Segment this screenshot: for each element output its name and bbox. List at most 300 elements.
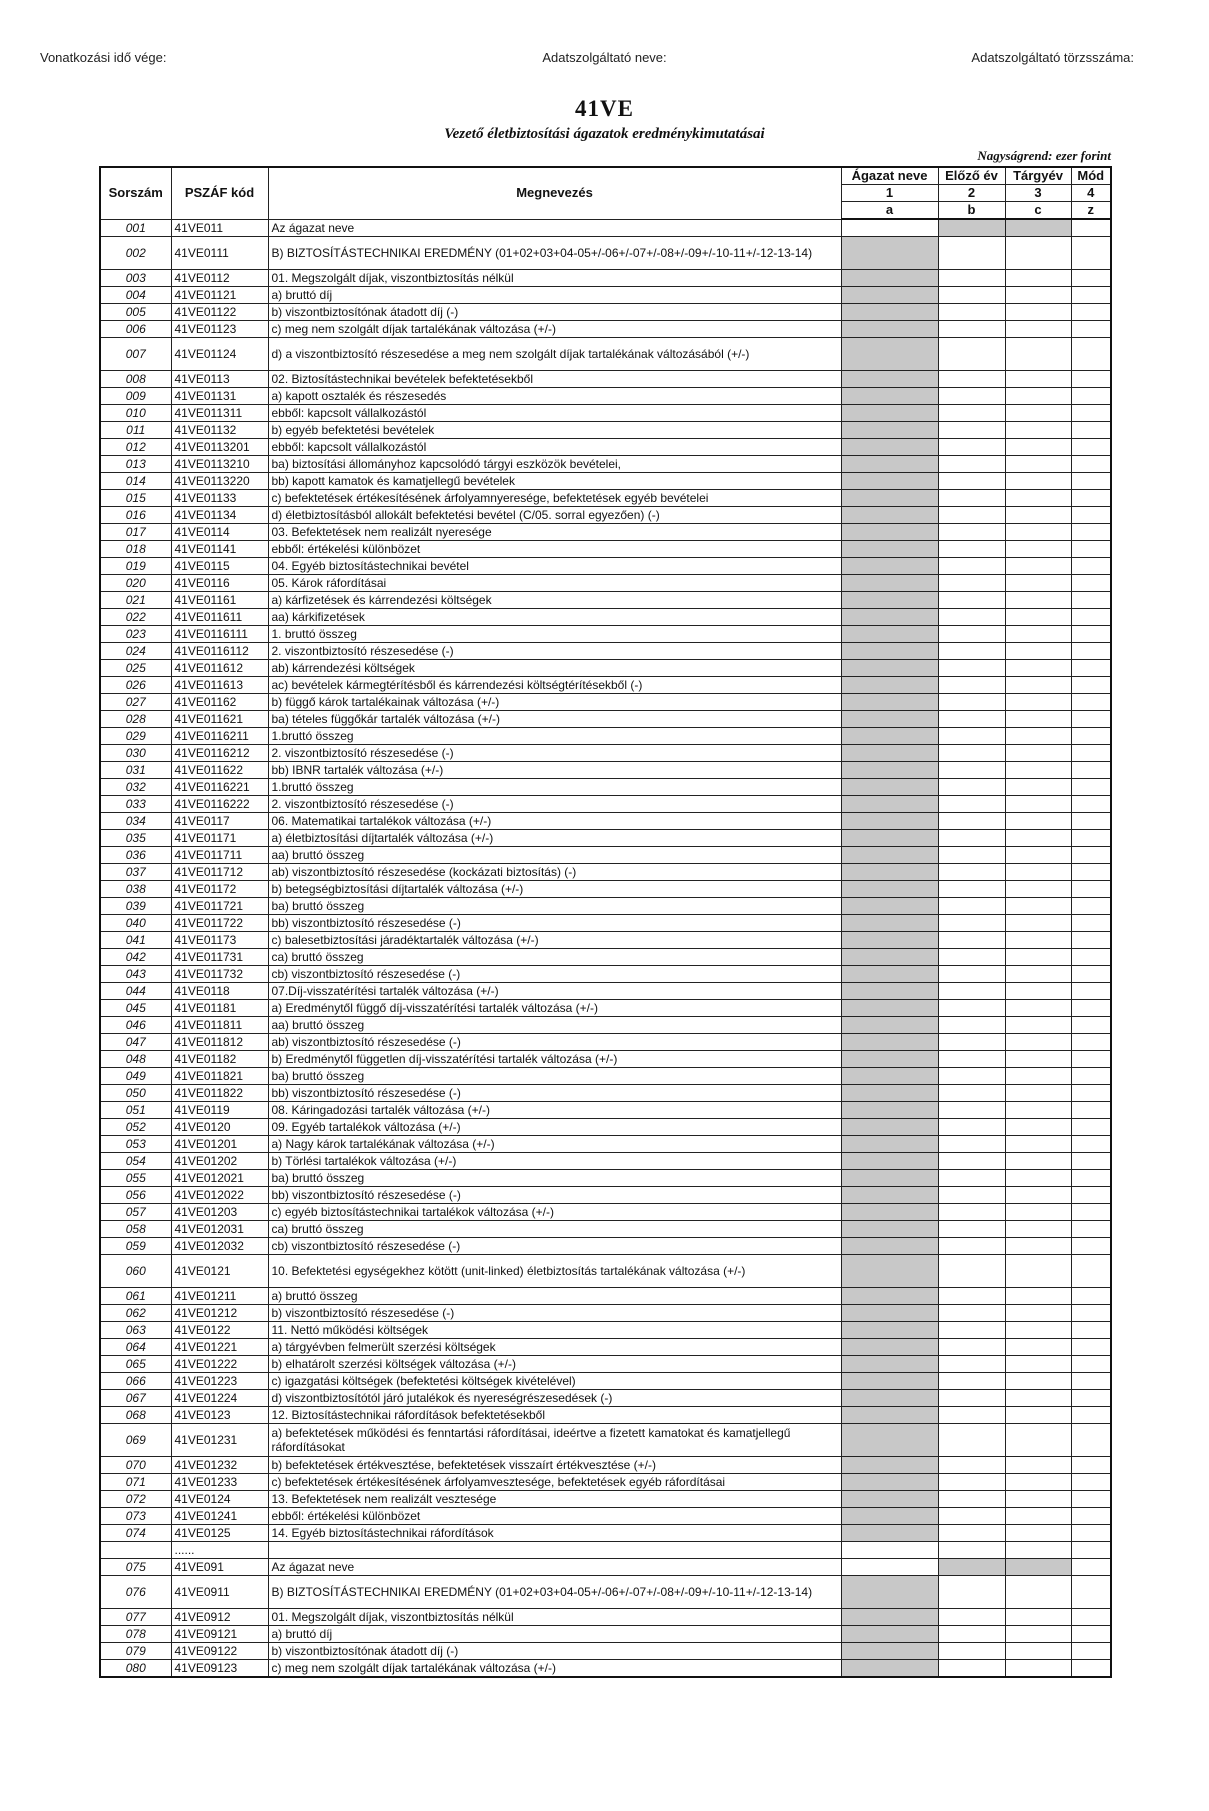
row-code: 41VE01212 bbox=[171, 1305, 268, 1322]
cell-mod[interactable] bbox=[1071, 626, 1111, 643]
row-code: 41VE01172 bbox=[171, 881, 268, 898]
cell-agazat-neve bbox=[841, 321, 938, 338]
cell-targyev[interactable] bbox=[1005, 304, 1071, 321]
cell-mod[interactable] bbox=[1071, 1153, 1111, 1170]
cell-targyev[interactable] bbox=[1005, 1356, 1071, 1373]
cell-mod[interactable] bbox=[1071, 1085, 1111, 1102]
cell-elozo-ev[interactable] bbox=[938, 1390, 1005, 1407]
cell-targyev[interactable] bbox=[1005, 966, 1071, 983]
cell-elozo-ev[interactable] bbox=[938, 304, 1005, 321]
row-description: b) függő károk tartalékainak változása (+/-) bbox=[268, 694, 841, 711]
cell-elozo-ev[interactable] bbox=[938, 439, 1005, 456]
cell-elozo-ev[interactable] bbox=[938, 711, 1005, 728]
cell-targyev[interactable] bbox=[1005, 1643, 1071, 1660]
cell-elozo-ev[interactable] bbox=[938, 1508, 1005, 1525]
cell-mod[interactable] bbox=[1071, 1525, 1111, 1542]
row-description: c) igazgatási költségek (befektetési költségek kivételével) bbox=[268, 1373, 841, 1390]
cell-mod[interactable] bbox=[1071, 405, 1111, 422]
cell-elozo-ev[interactable] bbox=[938, 490, 1005, 507]
cell-targyev[interactable] bbox=[1005, 456, 1071, 473]
cell-mod[interactable] bbox=[1071, 847, 1111, 864]
cell-mod[interactable] bbox=[1071, 1626, 1111, 1643]
cell-mod[interactable] bbox=[1071, 1424, 1111, 1457]
cell-elozo-ev[interactable] bbox=[938, 830, 1005, 847]
row-description: 2. viszontbiztosító részesedése (-) bbox=[268, 796, 841, 813]
row-code: 41VE0121 bbox=[171, 1255, 268, 1288]
cell-mod[interactable] bbox=[1071, 456, 1111, 473]
cell-elozo-ev[interactable] bbox=[938, 1085, 1005, 1102]
cell-targyev[interactable] bbox=[1005, 1153, 1071, 1170]
cell-targyev[interactable] bbox=[1005, 1102, 1071, 1119]
row-number: 041 bbox=[100, 932, 171, 949]
table-row bbox=[100, 1424, 1111, 1457]
row-number: 060 bbox=[100, 1255, 171, 1288]
cell-elozo-ev[interactable] bbox=[938, 966, 1005, 983]
cell-mod[interactable] bbox=[1071, 949, 1111, 966]
cell-mod[interactable] bbox=[1071, 609, 1111, 626]
cell-elozo-ev[interactable] bbox=[938, 1322, 1005, 1339]
cell-elozo-ev[interactable] bbox=[938, 1119, 1005, 1136]
cell-elozo-ev[interactable] bbox=[938, 728, 1005, 745]
cell-elozo-ev[interactable] bbox=[938, 1051, 1005, 1068]
cell-targyev[interactable] bbox=[1005, 762, 1071, 779]
cell-targyev[interactable] bbox=[1005, 237, 1071, 270]
cell-elozo-ev[interactable] bbox=[938, 796, 1005, 813]
cell-mod[interactable] bbox=[1071, 813, 1111, 830]
cell-mod[interactable] bbox=[1071, 1339, 1111, 1356]
cell-mod[interactable] bbox=[1071, 1457, 1111, 1474]
cell-mod[interactable] bbox=[1071, 711, 1111, 728]
cell-elozo-ev[interactable] bbox=[938, 983, 1005, 1000]
cell-targyev[interactable] bbox=[1005, 847, 1071, 864]
row-description: bb) viszontbiztosító részesedése (-) bbox=[268, 915, 841, 932]
cell-mod[interactable] bbox=[1071, 1136, 1111, 1153]
cell-elozo-ev[interactable] bbox=[938, 1491, 1005, 1508]
cell-elozo-ev[interactable] bbox=[938, 813, 1005, 830]
cell-agazat-neve bbox=[841, 864, 938, 881]
cell-targyev[interactable] bbox=[1005, 711, 1071, 728]
cell-elozo-ev[interactable] bbox=[938, 558, 1005, 575]
row-number: 066 bbox=[100, 1373, 171, 1390]
cell-targyev[interactable] bbox=[1005, 1305, 1071, 1322]
cell-targyev[interactable] bbox=[1005, 388, 1071, 405]
cell-mod[interactable] bbox=[1071, 932, 1111, 949]
row-code: 41VE012032 bbox=[171, 1238, 268, 1255]
cell-targyev[interactable] bbox=[1005, 932, 1071, 949]
table-row bbox=[100, 1491, 1111, 1508]
cell-mod[interactable] bbox=[1071, 1407, 1111, 1424]
cell-targyev[interactable] bbox=[1005, 813, 1071, 830]
cell-mod[interactable] bbox=[1071, 1170, 1111, 1187]
cell-agazat-neve bbox=[841, 983, 938, 1000]
cell-targyev[interactable] bbox=[1005, 1034, 1071, 1051]
cell-targyev[interactable] bbox=[1005, 1609, 1071, 1626]
table-row bbox=[100, 694, 1111, 711]
cell-mod[interactable] bbox=[1071, 1508, 1111, 1525]
cell-agazat-neve[interactable] bbox=[841, 1559, 938, 1576]
cell-targyev[interactable] bbox=[1005, 983, 1071, 1000]
cell-agazat-neve[interactable] bbox=[841, 219, 938, 237]
cell-targyev[interactable] bbox=[1005, 1373, 1071, 1390]
cell-targyev[interactable] bbox=[1005, 1017, 1071, 1034]
cell-targyev[interactable] bbox=[1005, 1136, 1071, 1153]
cell-mod[interactable] bbox=[1071, 1609, 1111, 1626]
row-number: 004 bbox=[100, 287, 171, 304]
table-row bbox=[100, 304, 1111, 321]
cell-elozo-ev[interactable] bbox=[938, 1102, 1005, 1119]
cell-mod[interactable] bbox=[1071, 1051, 1111, 1068]
cell-elozo-ev[interactable] bbox=[938, 456, 1005, 473]
cell-elozo-ev[interactable] bbox=[938, 507, 1005, 524]
cell-mod[interactable] bbox=[1071, 915, 1111, 932]
row-description: 12. Biztosítástechnikai ráfordítások befektetésekből bbox=[268, 1407, 841, 1424]
header-megnevezes: Megnevezés bbox=[268, 167, 841, 219]
cell-elozo-ev[interactable] bbox=[938, 1609, 1005, 1626]
cell-elozo-ev[interactable] bbox=[938, 287, 1005, 304]
cell-mod[interactable] bbox=[1071, 898, 1111, 915]
cell-elozo-ev[interactable] bbox=[938, 1474, 1005, 1491]
cell-targyev[interactable] bbox=[1005, 1255, 1071, 1288]
cell-mod[interactable] bbox=[1071, 422, 1111, 439]
row-description: bb) IBNR tartalék változása (+/-) bbox=[268, 762, 841, 779]
cell-mod[interactable] bbox=[1071, 558, 1111, 575]
cell-elozo-ev[interactable] bbox=[938, 270, 1005, 287]
cell-targyev[interactable] bbox=[1005, 1474, 1071, 1491]
cell-elozo-ev[interactable] bbox=[938, 643, 1005, 660]
cell-mod[interactable] bbox=[1071, 270, 1111, 287]
cell-targyev[interactable] bbox=[1005, 1119, 1071, 1136]
cell-elozo-ev[interactable] bbox=[938, 524, 1005, 541]
cell-elozo-ev[interactable] bbox=[938, 592, 1005, 609]
row-description: b) viszontbiztosítónak átadott díj (-) bbox=[268, 1643, 841, 1660]
cell-elozo-ev[interactable] bbox=[938, 422, 1005, 439]
cell-elozo-ev[interactable] bbox=[938, 1424, 1005, 1457]
cell-mod[interactable] bbox=[1071, 745, 1111, 762]
cell-agazat-neve bbox=[841, 626, 938, 643]
cell-targyev[interactable] bbox=[1005, 287, 1071, 304]
cell-mod[interactable] bbox=[1071, 304, 1111, 321]
cell-elozo-ev[interactable] bbox=[938, 1238, 1005, 1255]
cell-mod[interactable] bbox=[1071, 1221, 1111, 1238]
cell-targyev[interactable] bbox=[1005, 898, 1071, 915]
row-description: a) Eredménytől függő díj-visszatérítési tartalék változása (+/-) bbox=[268, 1000, 841, 1017]
cell-targyev[interactable] bbox=[1005, 779, 1071, 796]
cell-mod[interactable] bbox=[1071, 1305, 1111, 1322]
cell-elozo-ev[interactable] bbox=[938, 338, 1005, 371]
row-code: 41VE011822 bbox=[171, 1085, 268, 1102]
cell-elozo-ev[interactable] bbox=[938, 898, 1005, 915]
table-row bbox=[100, 524, 1111, 541]
cell-targyev[interactable] bbox=[1005, 626, 1071, 643]
row-description: ba) bruttó összeg bbox=[268, 898, 841, 915]
cell-mod[interactable] bbox=[1071, 1356, 1111, 1373]
cell-targyev[interactable] bbox=[1005, 439, 1071, 456]
cell-targyev[interactable] bbox=[1005, 1407, 1071, 1424]
cell-targyev[interactable] bbox=[1005, 864, 1071, 881]
cell-targyev[interactable] bbox=[1005, 473, 1071, 490]
cell-elozo-ev[interactable] bbox=[938, 1373, 1005, 1390]
unit-note: Nagyságrend: ezer forint bbox=[977, 148, 1111, 163]
cell-mod[interactable] bbox=[1071, 966, 1111, 983]
cell-elozo-ev[interactable] bbox=[938, 779, 1005, 796]
row-code: 41VE011311 bbox=[171, 405, 268, 422]
cell-elozo-ev[interactable] bbox=[938, 1525, 1005, 1542]
cell-agazat-neve bbox=[841, 847, 938, 864]
cell-mod[interactable] bbox=[1071, 1491, 1111, 1508]
cell-targyev[interactable] bbox=[1005, 490, 1071, 507]
cell-elozo-ev[interactable] bbox=[938, 1136, 1005, 1153]
cell-mod[interactable] bbox=[1071, 1187, 1111, 1204]
cell-targyev[interactable] bbox=[1005, 609, 1071, 626]
row-description: ebből: értékelési különbözet bbox=[268, 1508, 841, 1525]
cell-elozo-ev[interactable] bbox=[938, 1356, 1005, 1373]
cell-targyev[interactable] bbox=[1005, 1626, 1071, 1643]
cell-mod[interactable] bbox=[1071, 1373, 1111, 1390]
cell-mod[interactable] bbox=[1071, 541, 1111, 558]
cell-targyev[interactable] bbox=[1005, 660, 1071, 677]
cell-mod[interactable] bbox=[1071, 219, 1111, 237]
cell-elozo-ev[interactable] bbox=[938, 847, 1005, 864]
cell-mod[interactable] bbox=[1071, 1119, 1111, 1136]
row-description: b) viszontbiztosítónak átadott díj (-) bbox=[268, 304, 841, 321]
cell-elozo-ev[interactable] bbox=[938, 321, 1005, 338]
cell-targyev[interactable] bbox=[1005, 371, 1071, 388]
row-number: 047 bbox=[100, 1034, 171, 1051]
row-number bbox=[100, 1542, 171, 1559]
cell-mod[interactable] bbox=[1071, 1576, 1111, 1609]
cell-elozo-ev[interactable] bbox=[938, 1576, 1005, 1609]
cell-elozo-ev[interactable] bbox=[938, 1339, 1005, 1356]
cell-targyev[interactable] bbox=[1005, 575, 1071, 592]
cell-elozo-ev[interactable] bbox=[938, 609, 1005, 626]
cell-agazat-neve bbox=[841, 1288, 938, 1305]
cell-targyev[interactable] bbox=[1005, 1288, 1071, 1305]
row-code: 41VE0112 bbox=[171, 270, 268, 287]
cell-targyev[interactable] bbox=[1005, 1322, 1071, 1339]
cell-targyev[interactable] bbox=[1005, 1187, 1071, 1204]
cell-mod[interactable] bbox=[1071, 677, 1111, 694]
cell-mod[interactable] bbox=[1071, 1068, 1111, 1085]
cell-mod[interactable] bbox=[1071, 1322, 1111, 1339]
cell-elozo-ev[interactable] bbox=[938, 1407, 1005, 1424]
cell-elozo-ev[interactable] bbox=[938, 388, 1005, 405]
form-code: 41VE bbox=[575, 96, 634, 121]
row-number: 064 bbox=[100, 1339, 171, 1356]
cell-mod[interactable] bbox=[1071, 779, 1111, 796]
cell-elozo-ev[interactable] bbox=[938, 762, 1005, 779]
cell-elozo-ev[interactable] bbox=[938, 745, 1005, 762]
row-number: 003 bbox=[100, 270, 171, 287]
cell-targyev[interactable] bbox=[1005, 796, 1071, 813]
cell-targyev[interactable] bbox=[1005, 1085, 1071, 1102]
cell-targyev[interactable] bbox=[1005, 1508, 1071, 1525]
row-code: 41VE09122 bbox=[171, 1643, 268, 1660]
cell-elozo-ev[interactable] bbox=[938, 237, 1005, 270]
row-code: 41VE011811 bbox=[171, 1017, 268, 1034]
row-code: 41VE0115 bbox=[171, 558, 268, 575]
cell-elozo-ev[interactable] bbox=[938, 949, 1005, 966]
row-description: 08. Káringadozási tartalék változása (+/-) bbox=[268, 1102, 841, 1119]
cell-elozo-ev[interactable] bbox=[938, 575, 1005, 592]
cell-mod[interactable] bbox=[1071, 830, 1111, 847]
cell-elozo-ev[interactable] bbox=[938, 694, 1005, 711]
row-number: 055 bbox=[100, 1170, 171, 1187]
cell-targyev[interactable] bbox=[1005, 677, 1071, 694]
cell-targyev[interactable] bbox=[1005, 830, 1071, 847]
cell-targyev[interactable] bbox=[1005, 1000, 1071, 1017]
cell-elozo-ev[interactable] bbox=[938, 1187, 1005, 1204]
cell-targyev[interactable] bbox=[1005, 338, 1071, 371]
cell-elozo-ev[interactable] bbox=[938, 1660, 1005, 1678]
cell-mod[interactable] bbox=[1071, 287, 1111, 304]
cell-targyev[interactable] bbox=[1005, 524, 1071, 541]
cell-elozo-ev[interactable] bbox=[938, 932, 1005, 949]
cell-targyev[interactable] bbox=[1005, 1238, 1071, 1255]
cell-targyev[interactable] bbox=[1005, 1390, 1071, 1407]
cell-mod[interactable] bbox=[1071, 1390, 1111, 1407]
row-description: ab) viszontbiztosító részesedése (-) bbox=[268, 1034, 841, 1051]
cell-targyev[interactable] bbox=[1005, 1491, 1071, 1508]
cell-targyev[interactable] bbox=[1005, 1424, 1071, 1457]
cell-elozo-ev[interactable] bbox=[938, 915, 1005, 932]
cell-mod[interactable] bbox=[1071, 1034, 1111, 1051]
cell-elozo-ev[interactable] bbox=[938, 1255, 1005, 1288]
cell-mod[interactable] bbox=[1071, 1255, 1111, 1288]
cell-elozo-ev[interactable] bbox=[938, 1068, 1005, 1085]
cell-mod[interactable] bbox=[1071, 881, 1111, 898]
cell-mod[interactable] bbox=[1071, 388, 1111, 405]
cell-mod[interactable] bbox=[1071, 338, 1111, 371]
cell-mod[interactable] bbox=[1071, 237, 1111, 270]
cell-targyev[interactable] bbox=[1005, 270, 1071, 287]
cell-targyev[interactable] bbox=[1005, 1068, 1071, 1085]
cell-mod[interactable] bbox=[1071, 762, 1111, 779]
cell-targyev[interactable] bbox=[1005, 949, 1071, 966]
cell-targyev[interactable] bbox=[1005, 643, 1071, 660]
cell-targyev[interactable] bbox=[1005, 1339, 1071, 1356]
cell-elozo-ev[interactable] bbox=[938, 371, 1005, 388]
cell-elozo-ev[interactable] bbox=[938, 677, 1005, 694]
cell-targyev[interactable] bbox=[1005, 1221, 1071, 1238]
cell-agazat-neve bbox=[841, 1051, 938, 1068]
cell-agazat-neve bbox=[841, 1626, 938, 1643]
cell-elozo-ev[interactable] bbox=[938, 1305, 1005, 1322]
cell-elozo-ev[interactable] bbox=[938, 1034, 1005, 1051]
cell-elozo-ev[interactable] bbox=[938, 1288, 1005, 1305]
cell-elozo-ev[interactable] bbox=[938, 1643, 1005, 1660]
cell-targyev[interactable] bbox=[1005, 507, 1071, 524]
cell-elozo-ev[interactable] bbox=[938, 1221, 1005, 1238]
cell-targyev[interactable] bbox=[1005, 745, 1071, 762]
cell-mod[interactable] bbox=[1071, 592, 1111, 609]
cell-elozo-ev[interactable] bbox=[938, 473, 1005, 490]
cell-mod[interactable] bbox=[1071, 643, 1111, 660]
cell-targyev[interactable] bbox=[1005, 422, 1071, 439]
cell-targyev[interactable] bbox=[1005, 1204, 1071, 1221]
cell-mod[interactable] bbox=[1071, 864, 1111, 881]
cell-elozo-ev[interactable] bbox=[938, 405, 1005, 422]
cell-elozo-ev[interactable] bbox=[938, 1000, 1005, 1017]
cell-elozo-ev[interactable] bbox=[938, 1626, 1005, 1643]
cell-mod[interactable] bbox=[1071, 1660, 1111, 1678]
cell-mod[interactable] bbox=[1071, 1238, 1111, 1255]
cell-mod[interactable] bbox=[1071, 1000, 1111, 1017]
cell-mod[interactable] bbox=[1071, 1204, 1111, 1221]
cell-mod[interactable] bbox=[1071, 983, 1111, 1000]
cell-mod[interactable] bbox=[1071, 1288, 1111, 1305]
cell-targyev[interactable] bbox=[1005, 881, 1071, 898]
cell-targyev[interactable] bbox=[1005, 592, 1071, 609]
cell-agazat-neve bbox=[841, 371, 938, 388]
cell-elozo-ev[interactable] bbox=[938, 1017, 1005, 1034]
cell-mod[interactable] bbox=[1071, 575, 1111, 592]
row-number: 031 bbox=[100, 762, 171, 779]
row-code: 41VE01124 bbox=[171, 338, 268, 371]
row-number: 071 bbox=[100, 1474, 171, 1491]
cell-mod[interactable] bbox=[1071, 1559, 1111, 1576]
cell-mod[interactable] bbox=[1071, 728, 1111, 745]
cell-mod[interactable] bbox=[1071, 524, 1111, 541]
cell-elozo-ev[interactable] bbox=[938, 1457, 1005, 1474]
table-row bbox=[100, 1119, 1111, 1136]
row-description: a) életbiztosítási díjtartalék változása (+/-) bbox=[268, 830, 841, 847]
cell-targyev[interactable] bbox=[1005, 405, 1071, 422]
cell-targyev[interactable] bbox=[1005, 694, 1071, 711]
cell-mod[interactable] bbox=[1071, 1102, 1111, 1119]
cell-mod[interactable] bbox=[1071, 439, 1111, 456]
cell-mod[interactable] bbox=[1071, 1474, 1111, 1491]
cell-targyev[interactable] bbox=[1005, 1051, 1071, 1068]
cell-elozo-ev[interactable] bbox=[938, 1153, 1005, 1170]
row-number: 040 bbox=[100, 915, 171, 932]
cell-elozo-ev[interactable] bbox=[938, 864, 1005, 881]
cell-targyev[interactable] bbox=[1005, 728, 1071, 745]
cell-mod[interactable] bbox=[1071, 371, 1111, 388]
cell-mod[interactable] bbox=[1071, 796, 1111, 813]
cell-agazat-neve bbox=[841, 270, 938, 287]
cell-targyev[interactable] bbox=[1005, 915, 1071, 932]
cell-elozo-ev[interactable] bbox=[938, 1204, 1005, 1221]
cell-targyev[interactable] bbox=[1005, 1525, 1071, 1542]
cell-targyev[interactable] bbox=[1005, 1576, 1071, 1609]
cell-elozo-ev[interactable] bbox=[938, 881, 1005, 898]
cell-mod[interactable] bbox=[1071, 1017, 1111, 1034]
cell-elozo-ev[interactable] bbox=[938, 541, 1005, 558]
cell-mod[interactable] bbox=[1071, 490, 1111, 507]
row-number: 059 bbox=[100, 1238, 171, 1255]
cell-mod[interactable] bbox=[1071, 321, 1111, 338]
cell-mod[interactable] bbox=[1071, 473, 1111, 490]
cell-targyev[interactable] bbox=[1005, 541, 1071, 558]
cell-mod[interactable] bbox=[1071, 660, 1111, 677]
cell-elozo-ev[interactable] bbox=[938, 626, 1005, 643]
cell-targyev[interactable] bbox=[1005, 1457, 1071, 1474]
row-code: 41VE01134 bbox=[171, 507, 268, 524]
table-row bbox=[100, 237, 1111, 270]
cell-targyev[interactable] bbox=[1005, 1660, 1071, 1678]
cell-elozo-ev[interactable] bbox=[938, 1170, 1005, 1187]
cell-elozo-ev[interactable] bbox=[938, 660, 1005, 677]
row-code: 41VE011711 bbox=[171, 847, 268, 864]
cell-mod[interactable] bbox=[1071, 507, 1111, 524]
cell-targyev[interactable] bbox=[1005, 558, 1071, 575]
row-code: 41VE01161 bbox=[171, 592, 268, 609]
cell-targyev[interactable] bbox=[1005, 321, 1071, 338]
cell-mod[interactable] bbox=[1071, 694, 1111, 711]
row-code: 41VE0120 bbox=[171, 1119, 268, 1136]
cell-targyev[interactable] bbox=[1005, 1170, 1071, 1187]
cell-mod[interactable] bbox=[1071, 1643, 1111, 1660]
